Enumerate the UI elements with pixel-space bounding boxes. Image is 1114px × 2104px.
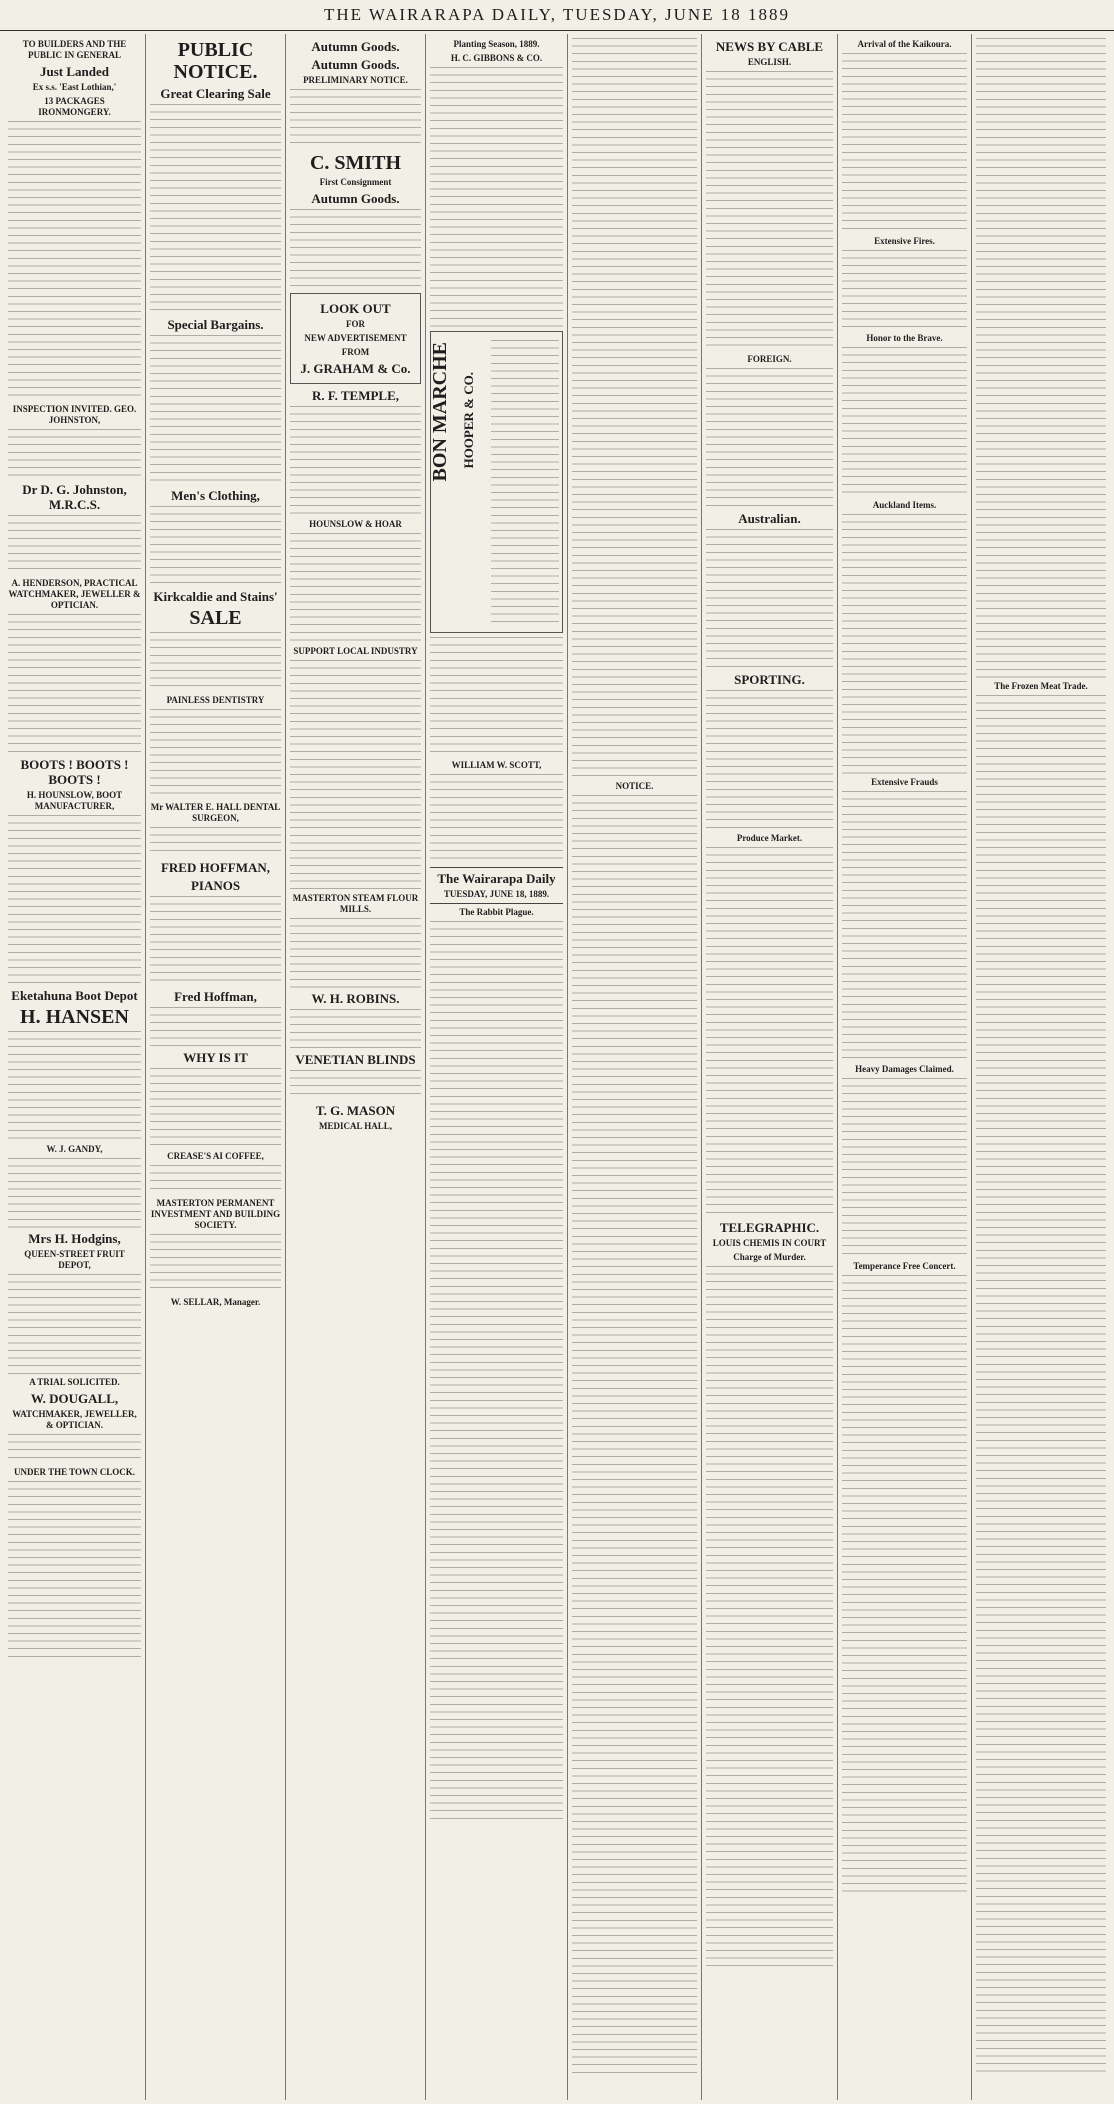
text-block — [8, 1434, 141, 1464]
text-block — [8, 429, 141, 479]
text-block — [842, 347, 967, 497]
column-6 — [702, 34, 838, 2100]
text-block — [706, 529, 833, 669]
text-block — [706, 847, 833, 1217]
text-block — [150, 506, 281, 586]
ad-scott: WILLIAM W. SCOTT, — [451, 760, 542, 770]
column-8 — [972, 34, 1110, 2100]
text-block — [150, 709, 281, 799]
ad-from: FROM — [341, 347, 370, 357]
section-sporting: SPORTING. — [734, 672, 805, 687]
article-auckland: Auckland Items. — [872, 500, 937, 510]
ad-public-notice: PUBLIC NOTICE. — [173, 39, 258, 83]
article-frozen-meat: The Frozen Meat Trade. — [994, 681, 1088, 691]
ad-graham: J. GRAHAM & Co. — [300, 361, 411, 376]
text-block — [8, 1481, 141, 1661]
text-block — [572, 38, 697, 778]
section-produce-market: Produce Market. — [736, 833, 803, 843]
article-frauds: Extensive Frauds — [871, 777, 938, 787]
text-block — [8, 515, 141, 575]
ad-ship: Ex s.s. 'East Lothian,' — [32, 82, 117, 92]
editorial-date: TUESDAY, JUNE 18, 1889. — [443, 889, 550, 899]
ad-gibbons: H. C. GIBBONS & CO. — [450, 53, 543, 63]
ad-support-local: SUPPORT LOCAL INDUSTRY — [293, 646, 418, 656]
text-block — [150, 1165, 281, 1195]
text-block — [706, 690, 833, 830]
ad-hounslow: H. HOUNSLOW, BOOT MANUFACTURER, — [26, 790, 123, 811]
ad-boots: BOOTS ! BOOTS ! BOOTS ! — [20, 757, 129, 787]
ad-autumn-goods-1: Autumn Goods. — [311, 39, 400, 54]
ad-sellar: W. SELLAR, Manager. — [170, 1297, 261, 1307]
text-block — [290, 1009, 421, 1049]
ad-planting-season: Planting Season, 1889. — [453, 39, 540, 49]
column-1 — [4, 34, 146, 2100]
text-block — [706, 368, 833, 508]
text-block — [842, 250, 967, 330]
paper-nameplate: The Wairarapa Daily — [437, 871, 556, 886]
text-block — [290, 1070, 421, 1100]
text-block — [706, 71, 833, 351]
text-block — [842, 514, 967, 774]
ad-c-smith: C. SMITH — [309, 152, 402, 174]
text-block — [150, 827, 281, 857]
text-block — [706, 1266, 833, 1966]
article-honor: Honor to the Brave. — [866, 333, 943, 343]
ad-dougall: W. DOUGALL, — [30, 1391, 119, 1406]
editorial-title: The Rabbit Plague. — [459, 907, 534, 917]
text-block — [842, 53, 967, 233]
ad-special-bargains: Special Bargains. — [167, 317, 264, 332]
ad-sale: SALE — [189, 607, 242, 629]
ad-hoffman: FRED HOFFMAN, — [160, 860, 271, 875]
text-block — [430, 67, 563, 327]
text-block — [8, 1158, 141, 1228]
ad-building-society: MASTERTON PERMANENT INVESTMENT AND BUILDING SOCIETY. — [150, 1198, 281, 1230]
text-block — [150, 896, 281, 986]
columns — [4, 34, 1110, 2100]
text-block — [290, 660, 421, 890]
text-block — [150, 1234, 281, 1294]
ad-bon-marche: BON MARCHE — [429, 342, 451, 482]
ad-autumn-goods-3: Autumn Goods. — [311, 191, 400, 206]
ad-dentist-hall: Mr WALTER E. HALL DENTAL SURGEON, — [150, 802, 281, 823]
ad-mens-clothing: Men's Clothing, — [171, 488, 260, 503]
ad-builders-headline: TO BUILDERS AND THE PUBLIC IN GENERAL — [22, 39, 127, 60]
text-block — [290, 406, 421, 516]
text-block — [842, 1275, 967, 1895]
ad-trial: A TRIAL SOLICITED. — [29, 1377, 120, 1387]
text-block — [976, 38, 1106, 678]
text-block — [150, 104, 281, 314]
ad-clearing-sale: Great Clearing Sale — [160, 86, 271, 101]
ad-watchmaker: WATCHMAKER, JEWELLER, & OPTICIAN. — [12, 1409, 137, 1430]
text-block — [290, 533, 421, 643]
ad-pianos: PIANOS — [190, 878, 241, 893]
ad-hounslow-hoar: HOUNSLOW & HOAR — [309, 519, 402, 529]
ad-medical-hall: MEDICAL HALL, — [318, 1121, 392, 1131]
ad-for: FOR — [346, 319, 365, 329]
ad-doctor: Dr D. G. Johnston, M.R.C.S. — [22, 482, 127, 512]
divider — [430, 867, 563, 868]
ad-why-is-it: WHY IS IT — [183, 1050, 248, 1065]
ad-hodgins: Mrs H. Hodgins, — [28, 1231, 121, 1246]
ad-eketahuna: Eketahuna Boot Depot — [11, 988, 138, 1003]
ad-autumn-goods-2: Autumn Goods. — [311, 57, 400, 72]
ad-hoffman-2: Fred Hoffman, — [174, 989, 257, 1004]
column-2 — [146, 34, 286, 2100]
column-5 — [568, 34, 702, 2100]
article-charge: Charge of Murder. — [733, 1252, 806, 1262]
text-block — [150, 1068, 281, 1148]
section-australian: Australian. — [738, 511, 801, 526]
ad-look-out-box — [290, 293, 421, 384]
ad-fruit-depot: QUEEN-STREET FRUIT DEPOT, — [24, 1249, 125, 1270]
ad-crease-coffee: CREASE'S AI COFFEE, — [167, 1151, 264, 1161]
ad-first-consignment: First Consignment — [319, 177, 392, 187]
text-block — [842, 791, 967, 1061]
text-block — [150, 632, 281, 692]
ad-list-text — [8, 121, 141, 401]
text-block — [976, 695, 1106, 2075]
text-block — [430, 637, 563, 757]
text-block — [8, 1031, 141, 1141]
notice-heading: NOTICE. — [615, 781, 654, 791]
ad-temple: R. F. TEMPLE, — [311, 388, 400, 403]
text-block — [842, 1078, 967, 1258]
text-block — [491, 340, 559, 626]
ad-hooper: HOOPER & CO. — [461, 372, 476, 469]
text-block — [8, 614, 141, 754]
text-block — [572, 795, 697, 2075]
ad-henderson: A. HENDERSON, PRACTICAL WATCHMAKER, JEWELLER & OPTICIAN. — [8, 578, 141, 610]
ad-packages: 13 PACKAGES IRONMONGERY. — [38, 96, 111, 117]
ad-dentistry: PAINLESS DENTISTRY — [166, 695, 265, 705]
text-block — [8, 815, 141, 985]
section-english: ENGLISH. — [747, 57, 792, 67]
ad-inspection: INSPECTION INVITED. GEO. JOHNSTON, — [12, 404, 137, 425]
article-fires: Extensive Fires. — [874, 236, 935, 246]
ad-town-clock: UNDER THE TOWN CLOCK. — [13, 1467, 136, 1477]
news-by-cable: NEWS BY CABLE — [715, 39, 824, 54]
editorial-text — [430, 921, 563, 1821]
ad-flour-mills: MASTERTON STEAM FLOUR MILLS. — [292, 893, 419, 914]
divider — [430, 903, 563, 904]
article-kaikoura: Arrival of the Kaikoura. — [857, 39, 952, 49]
article-temperance: Temperance Free Concert. — [853, 1261, 956, 1271]
section-telegraphic: TELEGRAPHIC. — [719, 1220, 820, 1235]
text-block — [430, 774, 563, 864]
article-chemis: LOUIS CHEMIS IN COURT — [712, 1238, 827, 1248]
ad-look-out: LOOK OUT — [320, 301, 391, 316]
text-block — [8, 1274, 141, 1374]
section-foreign: FOREIGN. — [747, 354, 792, 364]
text-block — [290, 89, 421, 149]
ad-preliminary: PRELIMINARY NOTICE. — [303, 75, 408, 85]
masthead — [0, 0, 1114, 31]
article-damages: Heavy Damages Claimed. — [855, 1064, 954, 1074]
ad-gandy: W. J. GANDY, — [46, 1144, 103, 1154]
text-block — [290, 918, 421, 988]
column-7 — [838, 34, 972, 2100]
text-block — [150, 1007, 281, 1047]
column-3 — [286, 34, 426, 2100]
column-4 — [426, 34, 568, 2100]
ad-bon-marche-box — [430, 331, 563, 633]
text-block — [290, 209, 421, 289]
ad-mason: T. G. MASON — [315, 1103, 396, 1118]
ad-new-advertisement: NEW ADVERTISEMENT — [304, 333, 407, 343]
text-block — [150, 335, 281, 485]
ad-hansen: H. HANSEN — [20, 1006, 129, 1028]
masthead-title: THE WAIRARAPA DAILY, TUESDAY, JUNE 18 1889 — [323, 5, 791, 24]
ad-robins: W. H. ROBINS. — [311, 991, 400, 1006]
ad-kirkcaldie: Kirkcaldie and Stains' — [153, 589, 278, 604]
ad-venetian: VENETIAN BLINDS — [295, 1052, 416, 1067]
ad-just-landed: Just Landed — [40, 64, 109, 79]
